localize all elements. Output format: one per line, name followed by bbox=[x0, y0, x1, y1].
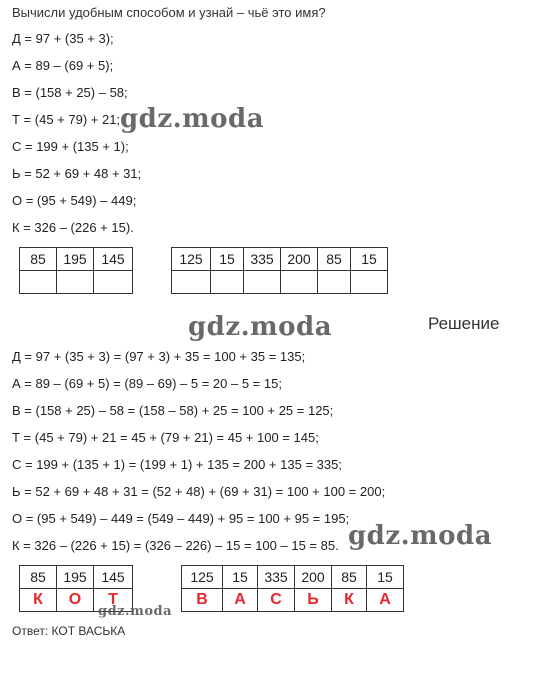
solution-line: С = 199 + (135 + 1) = (199 + 1) + 135 = 200 + 135 = 335; bbox=[12, 457, 342, 472]
answer-text: Ответ: КОТ ВАСЬКА bbox=[12, 624, 126, 638]
table-cell: 85 bbox=[20, 566, 57, 589]
watermark: gdz.moda bbox=[188, 312, 333, 342]
watermark: gdz.moda bbox=[120, 104, 265, 134]
table-cell-empty bbox=[20, 271, 57, 294]
task-table-1 bbox=[19, 247, 133, 294]
solution-line: А = 89 – (69 + 5) = (89 – 69) – 5 = 20 – 5 = 15; bbox=[12, 376, 282, 391]
table-cell: 200 bbox=[281, 248, 318, 271]
table-cell: 335 bbox=[244, 248, 281, 271]
table-cell-empty bbox=[281, 271, 318, 294]
solution-heading: Решение bbox=[428, 314, 500, 333]
answer-letter: К bbox=[20, 589, 57, 612]
task-line: Т = (45 + 79) + 21; bbox=[12, 112, 121, 127]
table-cell-empty bbox=[172, 271, 211, 294]
task-line: В = (158 + 25) – 58; bbox=[12, 85, 128, 100]
table-cell-empty bbox=[57, 271, 94, 294]
table-cell: 15 bbox=[367, 566, 404, 589]
answer-letter: В bbox=[182, 589, 223, 612]
table-cell: 335 bbox=[258, 566, 295, 589]
task-line: Ь = 52 + 69 + 48 + 31; bbox=[12, 166, 142, 181]
table-cell-empty bbox=[351, 271, 388, 294]
task-line: Д = 97 + (35 + 3); bbox=[12, 31, 114, 46]
task-table-2 bbox=[171, 247, 388, 294]
solution-line: Д = 97 + (35 + 3) = (97 + 3) + 35 = 100 + 35 = 135; bbox=[12, 349, 306, 364]
table-cell: 85 bbox=[332, 566, 367, 589]
table-cell: 125 bbox=[172, 248, 211, 271]
table-cell: 15 bbox=[211, 248, 244, 271]
task-line: О = (95 + 549) – 449; bbox=[12, 193, 137, 208]
answer-letter: С bbox=[258, 589, 295, 612]
answer-letter: А bbox=[223, 589, 258, 612]
table-cell: 15 bbox=[223, 566, 258, 589]
table-cell-empty bbox=[211, 271, 244, 294]
solution-line: О = (95 + 549) – 449 = (549 – 449) + 95 = 100 + 95 = 195; bbox=[12, 511, 350, 526]
table-cell: 195 bbox=[57, 248, 94, 271]
table-cell: 85 bbox=[318, 248, 351, 271]
solution-line: Т = (45 + 79) + 21 = 45 + (79 + 21) = 45 + 100 = 145; bbox=[12, 430, 319, 445]
table-cell: 145 bbox=[94, 566, 133, 589]
watermark: gdz.moda bbox=[98, 604, 173, 619]
table-cell-empty bbox=[244, 271, 281, 294]
answer-letter: К bbox=[332, 589, 367, 612]
task-title: Вычисли удобным способом и узнай – чьё это имя? bbox=[12, 5, 326, 20]
table-cell: 200 bbox=[295, 566, 332, 589]
answer-letter: О bbox=[57, 589, 94, 612]
table-cell: 85 bbox=[20, 248, 57, 271]
answer-letter: Т bbox=[94, 589, 133, 612]
table-cell: 195 bbox=[57, 566, 94, 589]
table-cell: 125 bbox=[182, 566, 223, 589]
table-cell-empty bbox=[318, 271, 351, 294]
task-line: С = 199 + (135 + 1); bbox=[12, 139, 129, 154]
solution-line: Ь = 52 + 69 + 48 + 31 = (52 + 48) + (69 + 31) = 100 + 100 = 200; bbox=[12, 484, 386, 499]
answer-letter: А bbox=[367, 589, 404, 612]
table-cell: 15 bbox=[351, 248, 388, 271]
solution-line: К = 326 – (226 + 15) = (326 – 226) – 15 = 100 – 15 = 85. bbox=[12, 538, 339, 553]
task-line: К = 326 – (226 + 15). bbox=[12, 220, 134, 235]
solution-table-2 bbox=[181, 565, 404, 612]
answer-letter: Ь bbox=[295, 589, 332, 612]
solution-line: В = (158 + 25) – 58 = (158 – 58) + 25 = 100 + 25 = 125; bbox=[12, 403, 334, 418]
watermark: gdz.moda bbox=[348, 521, 493, 551]
table-cell-empty bbox=[94, 271, 133, 294]
table-cell: 145 bbox=[94, 248, 133, 271]
task-line: А = 89 – (69 + 5); bbox=[12, 58, 114, 73]
